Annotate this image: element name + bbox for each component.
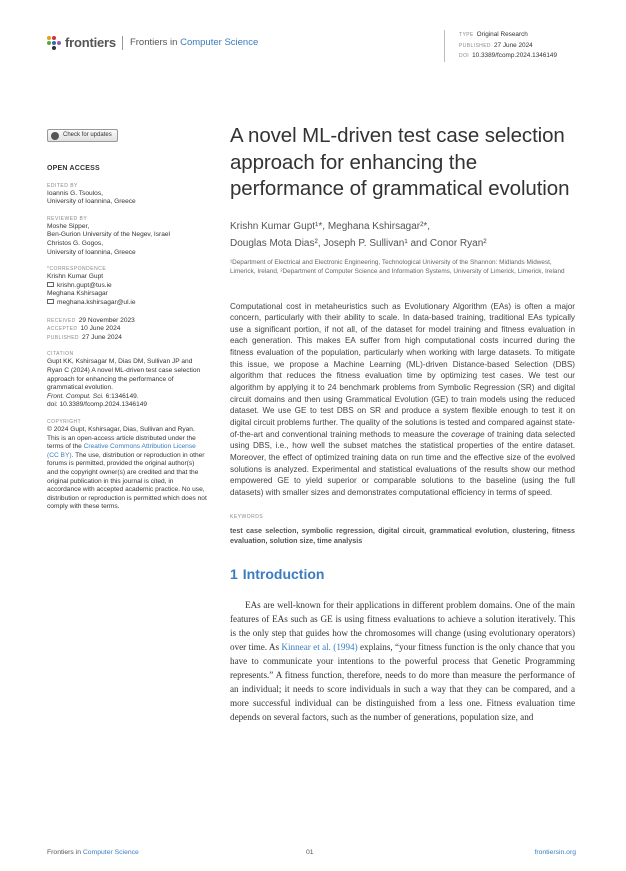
mail-icon [47, 299, 54, 304]
keywords: test case selection, symbolic regression, digital circuit, grammatical evolution, clustering, fitness evaluation, solution size, time analysis [230, 525, 575, 545]
affiliations: ¹Department of Electrical and Electronic Engineering, Technological University of the Shannon: Midlands Midwest, Limerick, Ireland, ²Department of Computer Science and Information Systems, University of Limerick, Limerick, Ireland [230, 258, 565, 275]
editor-list: Ioannis G. Tsoulos, University of Ioannina, Greece [47, 189, 136, 206]
reviewer-list: Moshe Sipper, Ben-Gurion University of the Negev, Israel Christos G. Gogos, University of Ioannina, Greece [47, 222, 171, 256]
article-meta: TYPE Original Research PUBLISHED 27 June 2024 DOI 10.3389/fcomp.2024.1346149 [444, 30, 557, 62]
section-heading-introduction: 1 Introduction [230, 565, 325, 582]
divider [122, 36, 123, 50]
article-type: Original Research [476, 31, 528, 38]
open-access-label: OPEN ACCESS [47, 165, 100, 173]
mail-icon [47, 282, 54, 287]
article-title: A novel ML-driven test case selection approach for enhancing the performance of grammatical evolution [230, 124, 570, 200]
email-link[interactable]: meghana.kshirsagar@ul.ie [47, 299, 207, 308]
journal-name[interactable]: Frontiers in Computer Science [129, 37, 259, 48]
correspondence-list: Krishn Kumar Gupt krishn.gupt@tus.ie Meghana Kshirsagar meghana.kshirsagar@ul.ie [47, 273, 207, 307]
page-header [47, 30, 587, 60]
abstract: Computational cost in metaheuristics such as Evolutionary Algorithm (EAs) is often a major concern, particularly with their ability to scale. In data-based training, traditional EAs typically use a significant portion, if not all, of the dataset for model training and fitness evaluation in each generation. This makes EA suffer from high computational costs incurred during the fitness evaluation of the population, particularly when working with large datasets. To mitigate this issue, we propose a Machine Learning (ML)-driven Distance-based Selection (DBS) algorithm that reduces the fitness evaluation time by optimizing test cases. We test our algorithm by applying it to 24 benchmark problems from Symbolic Regression (SR) and digital circuit domains and then using Grammatical Evolution (GE) to train models using the reduced dataset. We use GE to test DBS on SR and produce a system flexible enough to test it on digital circuit problems further. The quality of the solutions is tested and compared against state-of-the-art and conventional training methods to measure the coverage of training data selected using DBS, i.e., how well the subset matches the statistical properties of the entire dataset. Moreover, the effect of optimized training data on run time and the effective size of the evolved solutions is analyzed. Experimental and statistical evaluations of the results show our method empowered GE to yield superior or comparable solutions to the baseline (using the full datasets) with smaller sizes and demonstrates computational efficiency in terms of speed. [230, 301, 575, 497]
update-icon [51, 132, 59, 140]
footer-journal[interactable]: Frontiers in Computer Science [47, 849, 139, 856]
publish-date: 27 June 2024 [493, 41, 533, 49]
article-main [230, 123, 575, 725]
brand-name: frontiers [65, 35, 116, 50]
introduction-paragraph: EAs are well-known for their applications in different problem domains. One of the main features of EAs such as GE is using fitness evaluations to achieve a solution iteratively. This is the only step that guides how the chromosomes will change (using evolutionary operators) over time. As Kinnear et al. (1994) explains, “your fitness function is the only chance that you have to communicate your intentions to the powerful process that Genetic Programming represents.” A fitness function, therefore, needs to do more than measure the performance of an individual; it needs to score individuals in such a way that they can be compared, and a more successful individual can be distinguished from a less one. Fitness evaluation time depends on several factors, such as the number of generations, population size, and [230, 599, 575, 723]
author-list: Krishn Kumar Gupt¹*, Meghana Kshirsagar²*, Douglas Mota Dias², Joseph P. Sullivan¹ and Conor Ryan² [230, 220, 487, 249]
edited-by-label: EDITED BY [47, 182, 78, 189]
license-link[interactable]: Creative Commons Attribution License (CC BY) [47, 443, 196, 459]
copyright-label: COPYRIGHT [47, 418, 82, 425]
frontiers-logo-icon [47, 36, 61, 50]
correspondence-label: *CORRESPONDENCE [47, 266, 107, 273]
citation-doi[interactable]: doi: 10.3389/fcomp.2024.1346149 [47, 401, 148, 409]
email-link[interactable]: krishn.gupt@tus.ie [47, 282, 207, 291]
footer-site-link[interactable]: frontiersin.org [534, 849, 576, 856]
citation-label: CITATION [47, 351, 74, 358]
page-number: 01 [306, 849, 314, 856]
article-dates: RECEIVED 29 November 2023 ACCEPTED 10 June 2024 PUBLISHED 27 June 2024 [47, 316, 135, 341]
copyright-text: © 2024 Gupt, Kshirsagar, Dias, Sullivan and Ryan. This is an open-access article distributed under the terms of the Creative Commons Attribution License (CC BY). The use, distribution or reproduction in other forums is permitted, provided the original author(s) and the copyright owner(s) are credited and that the original publication in this journal is cited, in accordance with accepted academic practice. No use, distribution or reproduction is permitted which does not comply with these terms. [47, 425, 207, 511]
check-updates-button[interactable]: Check for updates [47, 129, 118, 142]
publisher-logo[interactable] [47, 35, 258, 50]
keywords-label: KEYWORDS [230, 513, 264, 520]
citation-text: Gupt KK, Kshirsagar M, Dias DM, Sullivan JP and Ryan C (2024) A novel ML-driven test case selection approach for enhancing the performance of grammatical evolution. Front. Comput. Sci. 6:1346149. doi: 10.3389/fcomp.2024.1346149 [47, 358, 207, 410]
citation-link[interactable]: Kinnear et al. (1994) [281, 641, 358, 652]
article-sidebar [47, 129, 207, 512]
doi[interactable]: 10.3389/fcomp.2024.1346149 [472, 52, 558, 59]
reviewed-by-label: REVIEWED BY [47, 215, 88, 222]
